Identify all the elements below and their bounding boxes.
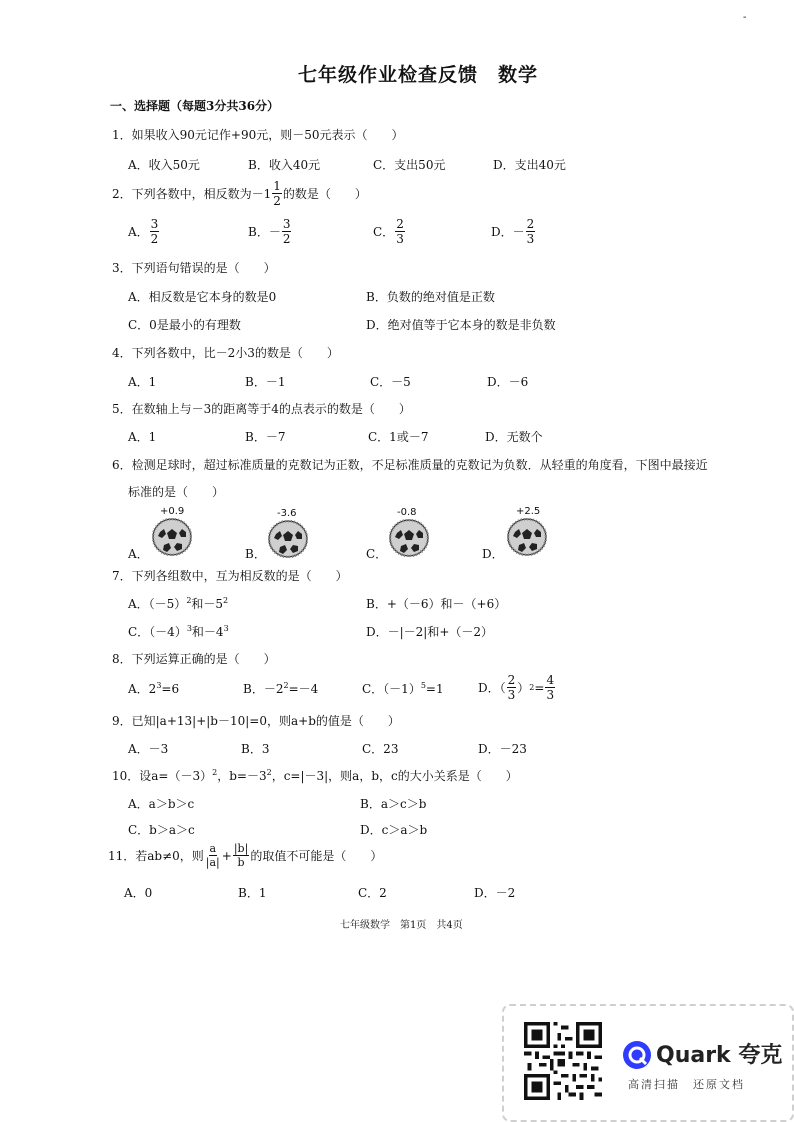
section-heading: 一、选择题（每题3分共36分） [110,99,280,113]
question-7-option-a: A．$(-5)^2$和$-5^2$ [128,596,229,611]
ball-a-weight: +0.9 [160,506,185,517]
page-title: 七年级作业检查反馈 数学 [298,64,539,86]
soccer-ball-icon [507,518,547,556]
question-8-option-b: B．$-2^2=-4$ [243,681,319,696]
question-2-option-a: A． $\frac{3}{2}$ [128,217,159,246]
question-7-option-b: B．+（－6）和－（+6） [366,597,507,611]
question-8-option-a: A．$2^3=6$ [128,681,180,696]
quark-tagline: 高清扫描 还原文档 [628,1078,745,1091]
question-4-option-a: A．1 [128,375,157,389]
question-8-stem: 8．下列运算正确的是（ ） [112,652,276,666]
question-5-stem: 5．在数轴上与－3的距离等于4的点表示的数是（ ） [112,402,411,416]
question-11-stem: 11．若ab≠0，则 $\frac{a}{|a|}$ + $\frac{|b|}{b}$ 的取值不可能是（ ） [108,842,383,869]
question-4-option-c: C．－5 [370,375,411,389]
question-9-option-a: A．－3 [128,742,169,756]
question-5-option-d: D．无数个 [485,430,543,444]
question-3-option-a: A．相反数是它本身的数是0 [128,290,277,304]
question-1-stem: 1．如果收入90元记作+90元，则－50元表示（ ） [112,128,404,142]
question-10-option-d: D．c＞a＞b [360,823,428,837]
question-9-stem: 9．已知|a+13|+|b－10|=0，则a+b的值是（ ） [112,714,400,728]
question-1-option-a: A．收入50元 [128,158,200,172]
question-10-stem: 10．设$a=(-3)^2$，$b=-3^2$，c=|－3|，则a，b，c的大小关系是（ ） [112,768,518,783]
question-5-option-a: A．1 [128,430,157,444]
question-4-option-b: B．－1 [245,375,286,389]
question-10-option-b: B．a＞c＞b [360,797,427,811]
question-11-option-b: B．1 [238,886,267,900]
soccer-ball-icon [268,520,308,558]
question-5-option-b: B．－7 [245,430,286,444]
corner-mark: - [743,12,747,23]
qr-code-icon [524,1022,602,1100]
question-2-option-c: C． $\frac{2}{3}$ [373,217,404,246]
question-3-option-b: B．负数的绝对值是正数 [366,290,495,304]
question-1-option-c: C．支出50元 [373,158,446,172]
question-11-option-c: C．2 [358,886,387,900]
question-1-option-b: B．收入40元 [248,158,321,172]
soccer-ball-icon [152,518,192,556]
quark-logo-icon [622,1040,652,1070]
question-4-stem: 4．下列各数中，比－2小3的数是（ ） [112,346,339,360]
question-1-option-d: D．支出40元 [493,158,566,172]
question-6-stem-line1: 6．检测足球时，超过标准质量的克数记为正数，不足标准质量的克数记为负数．从轻重的角度看，下图中最接近 [112,458,708,472]
question-2-option-b: B．－ $\frac{3}{2}$ [248,217,291,246]
question-3-stem: 3．下列语句错误的是（ ） [112,261,276,275]
question-9-option-d: D．－23 [478,742,527,756]
question-11-option-a: A．0 [124,886,153,900]
question-9-option-c: C．23 [362,742,399,756]
question-10-option-a: A．a＞b＞c [128,797,195,811]
question-3-option-c: C．0是最小的有理数 [128,318,241,332]
question-3-option-d: D．绝对值等于它本身的数是非负数 [366,318,556,332]
question-6-option-c: C． [366,547,388,561]
question-6-stem-line2: 标准的是（ ） [128,485,225,499]
question-7-option-c: C．$(-4)^3$和$-4^3$ [128,624,229,639]
question-6-option-a: A． [128,547,149,561]
question-5-option-c: C．1或－7 [368,430,429,444]
question-6-option-d: D． [482,547,504,561]
quark-watermark [502,1004,794,1122]
ball-b-weight: -3.6 [277,508,297,519]
page-footer: 七年级数学 第1页 共4页 [340,920,463,931]
question-8-option-d: D．（ $\frac{2}{3}$ ） 2 = $\frac{4}{3}$ [478,673,555,702]
question-4-option-d: D．－6 [487,375,529,389]
question-2-option-d: D．－ $\frac{2}{3}$ [491,217,535,246]
question-6-option-b: B． [245,547,266,561]
ball-c-weight: -0.8 [397,507,417,518]
ball-d-weight: +2.5 [516,506,541,517]
question-7-stem: 7．下列各组数中，互为相反数的是（ ） [112,569,348,583]
soccer-ball-icon [389,519,429,557]
question-2-stem: 2．下列各数中，相反数为－1 $\frac{1}{2}$ 的数是（ ） [112,179,367,208]
quark-brand-text: Quark 夸克 [656,1043,783,1068]
question-11-option-d: D．－2 [474,886,516,900]
question-8-option-c: C．$(-1)^5=1$ [362,681,444,696]
question-9-option-b: B．3 [241,742,270,756]
question-10-option-c: C．b＞a＞c [128,823,195,837]
question-7-option-d: D．－|－2|和+（－2） [366,625,494,639]
